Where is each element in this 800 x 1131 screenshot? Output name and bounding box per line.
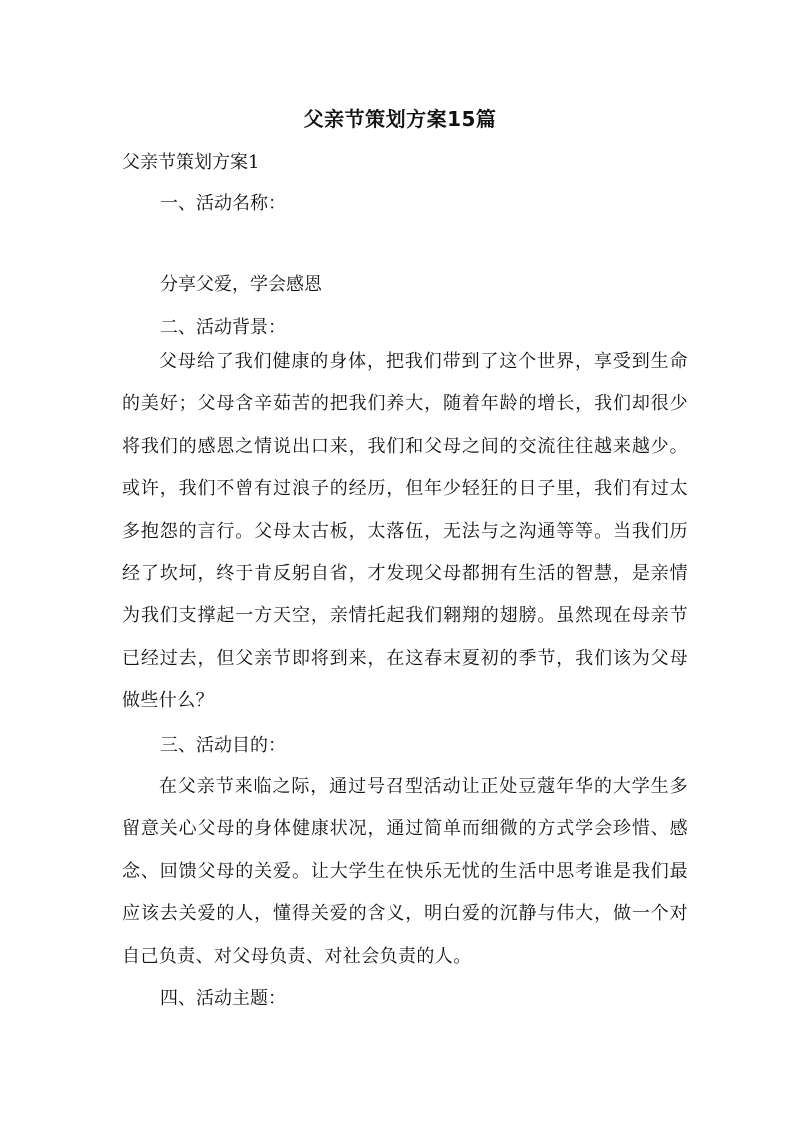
purpose-paragraph: 在父亲节来临之际，通过号召型活动让正处豆蔻年华的大学生多留意关心父母的身体健康状况，通过简单而细微的方式学会珍惜、感念、回馈父母的关爱。让大学生在快乐无忧的生活中思考谁是我们最应该去关爱的人，懂得关爱的含义，明白爱的沉静与伟大，做一个对自己负责、对父母负责、对社会负责的人。	[122, 776, 688, 967]
section-heading-activity-name: 一、活动名称：	[160, 193, 286, 214]
background-paragraph: 父母给了我们健康的身体，把我们带到了这个世界，享受到生命的美好；父母含辛茹苦的把我们养大，随着年龄的增长，我们却很少将我们的感恩之情说出口来，我们和父母之间的交流往往越来越少。或许，我们不曾有过浪子的经历，但年少轻狂的日子里，我们有过太多抱怨的言行。父母太古板，太落伍，无法与之沟通等等。当我们历经了坎坷，终于肯反躬自省，才发现父母都拥有生活的智慧，是亲情为我们支撑起一方天空，亲情托起我们翱翔的翅膀。虽然现在母亲节已经过去，但父亲节即将到来，在这春末夏初的季节，我们该为父母做些什么？	[122, 351, 688, 712]
document-title: 父亲节策划方案15篇	[303, 107, 497, 131]
section-heading-purpose: 三、活动目的：	[160, 735, 286, 756]
activity-name-text: 分享父爱，学会感恩	[160, 274, 322, 295]
plan-subtitle: 父亲节策划方案1	[122, 152, 260, 173]
section-heading-theme: 四、活动主题：	[160, 988, 286, 1009]
section-heading-background: 二、活动背景：	[160, 317, 286, 338]
